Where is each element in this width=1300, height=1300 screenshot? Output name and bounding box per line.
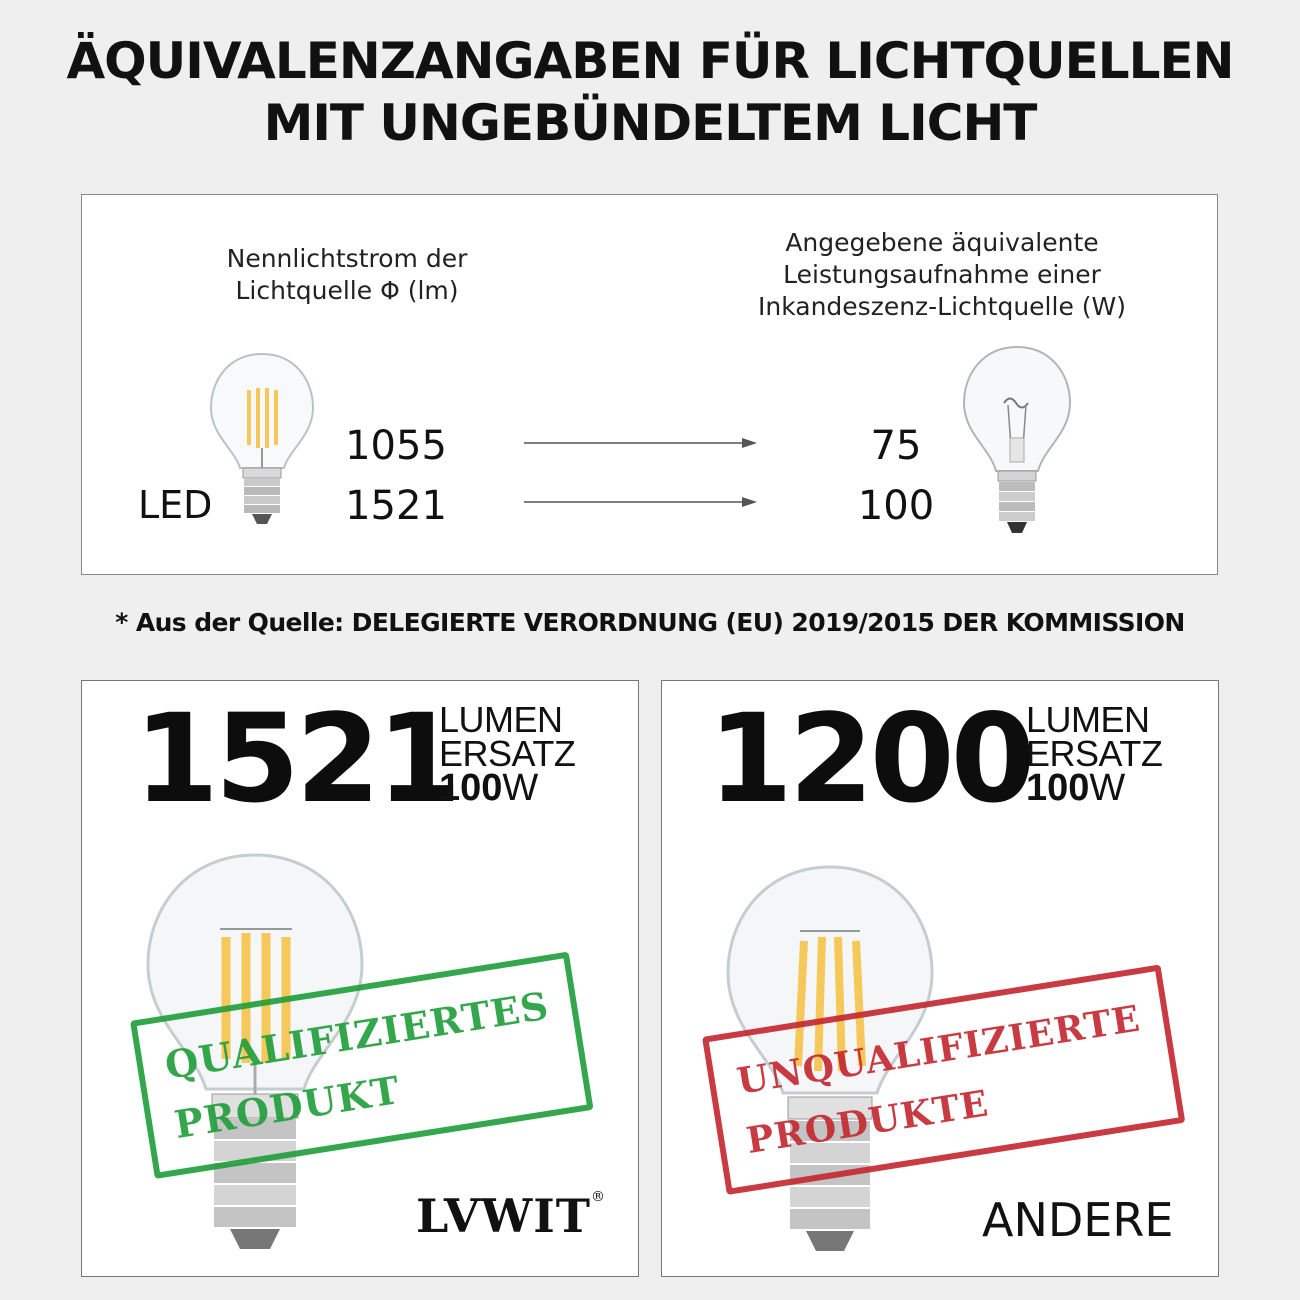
other-brand-label: ANDERE bbox=[982, 1193, 1174, 1247]
brand-logo: LVWIT® bbox=[416, 1189, 606, 1243]
lumen-unit-stack: LUMEN ERSATZ 100W bbox=[439, 699, 576, 809]
qualified-product-stamp: QUALIFIZIERTES PRODUKT bbox=[130, 952, 593, 1179]
lumen-big-number: 1521 bbox=[134, 688, 458, 830]
qualified-product-card bbox=[81, 680, 639, 1277]
unqualified-product-card bbox=[661, 680, 1219, 1277]
incandescent-bulb-icon bbox=[960, 343, 1075, 538]
title-line-1: ÄQUIVALENZANGABEN FÜR LICHTQUELLEN bbox=[66, 32, 1234, 90]
led-label: LED bbox=[138, 483, 213, 527]
equivalence-table bbox=[81, 194, 1218, 575]
watt-column-header: Angegebene äquivalente Leistungsaufnahme einer Inkandeszenz-Lichtquelle (W) bbox=[758, 228, 1126, 321]
lumen-column-header: Nennlichtstrom der Lichtquelle Φ (lm) bbox=[226, 244, 468, 305]
watt-value: 100 bbox=[857, 483, 935, 529]
title-line-2: MIT UNGEBÜNDELTEM LICHT bbox=[263, 94, 1037, 152]
watt-value: 75 bbox=[870, 423, 922, 469]
source-note: * Aus der Quelle: DELEGIERTE VERORDNUNG (EU) 2019/2015 DER KOMMISSION bbox=[115, 608, 1185, 637]
page-title bbox=[0, 30, 1300, 154]
led-filament-bulb-icon bbox=[207, 350, 317, 530]
lumen-value: 1055 bbox=[345, 423, 447, 469]
lumen-value: 1521 bbox=[345, 483, 447, 529]
unqualified-product-stamp: UNQUALIFIZIERTE PRODUKTE bbox=[702, 964, 1185, 1195]
arrow-icon bbox=[524, 436, 759, 450]
lumen-unit-stack: LUMEN ERSATZ 100W bbox=[1026, 699, 1163, 809]
arrow-icon bbox=[524, 495, 759, 509]
lumen-big-number: 1200 bbox=[708, 688, 1032, 830]
